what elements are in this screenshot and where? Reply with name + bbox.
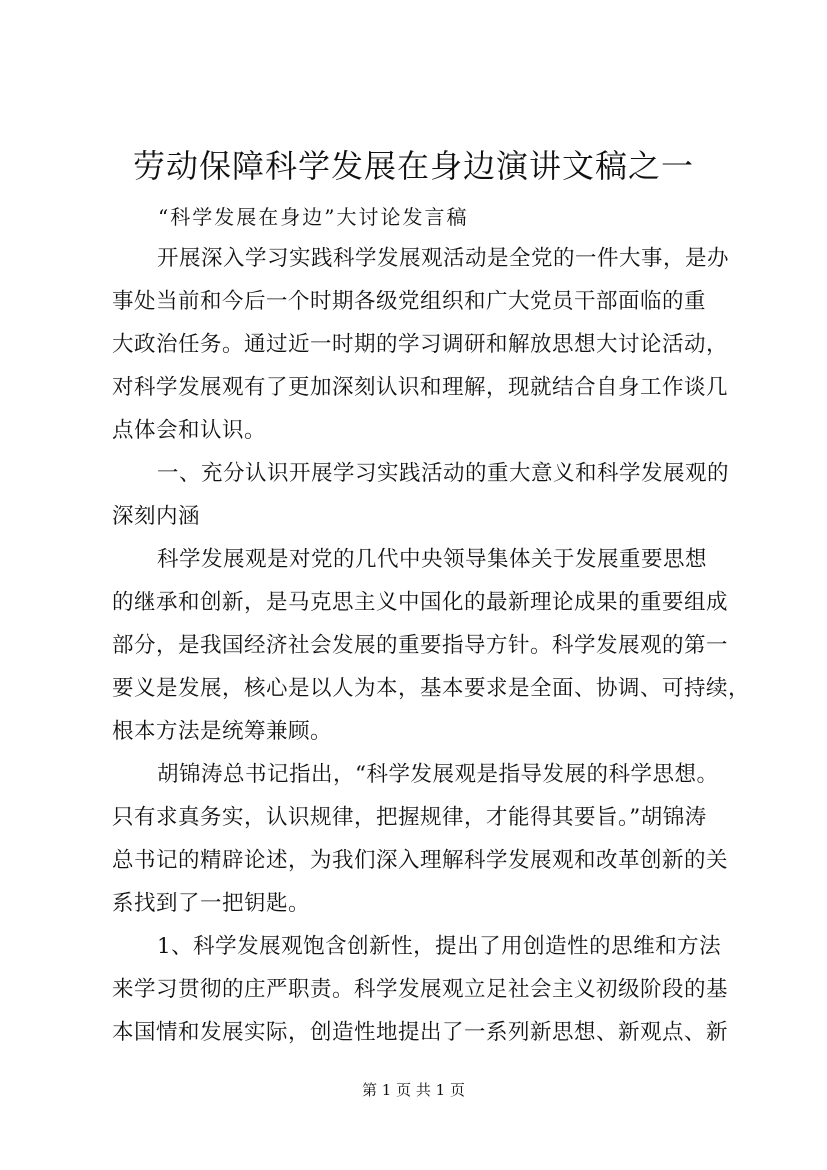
body-line: 开展深入学习实践科学发展观活动是全党的一件大事，是办 — [157, 246, 730, 271]
body-line: 总书记的精辟论述，为我们深入理解科学发展观和改革创新的关 — [112, 848, 729, 873]
body-line: 对科学发展观有了更加深刻认识和理解，现就结合自身工作谈几 — [112, 375, 729, 400]
body-line: 事处当前和今后一个时期各级党组织和广大党员干部面临的重 — [112, 289, 707, 314]
body-line: 1、科学发展观饱含创新性，提出了用创造性的思维和方法 — [157, 934, 722, 959]
body-line: 本国情和发展实际，创造性地提出了一系列新思想、新观点、新 — [112, 1020, 729, 1045]
body-line: 只有求真务实，认识规律，把握规律，才能得其要旨。”胡锦涛 — [112, 805, 707, 830]
body-line: 来学习贯彻的庄严职责。科学发展观立足社会主义初级阶段的基 — [112, 977, 729, 1002]
body-line: 科学发展观是对党的几代中央领导集体关于发展重要思想 — [157, 547, 708, 572]
document-body — [112, 237, 751, 1054]
body-line: 胡锦涛总书记指出，“科学发展观是指导发展的科学思想。 — [157, 762, 719, 787]
document-subtitle: “科学发展在身边”大讨论发言稿 — [158, 205, 469, 229]
body-line: 大政治任务。通过近一时期的学习调研和解放思想大讨论活动， — [112, 332, 729, 357]
body-line: 部分，是我国经济社会发展的重要指导方针。科学发展观的第一 — [112, 633, 729, 658]
body-line: 的继承和创新，是马克思主义中国化的最新理论成果的重要组成 — [112, 590, 729, 615]
body-line: 系找到了一把钥匙。 — [112, 891, 311, 916]
section-heading-line: 深刻内涵 — [112, 504, 201, 529]
document-title: 劳动保障科学发展在身边演讲文稿之一 — [132, 147, 694, 185]
body-line: 根本方法是统筹兼顾。 — [112, 719, 333, 744]
body-line: 要义是发展，核心是以人为本，基本要求是全面、协调、可持续， — [112, 676, 751, 701]
section-heading-line: 一、充分认识开展学习实践活动的重大意义和科学发展观的 — [157, 461, 730, 486]
body-line: 点体会和认识。 — [112, 418, 267, 443]
page-number-footer: 第 1 页 共 1 页 — [362, 1081, 465, 1099]
